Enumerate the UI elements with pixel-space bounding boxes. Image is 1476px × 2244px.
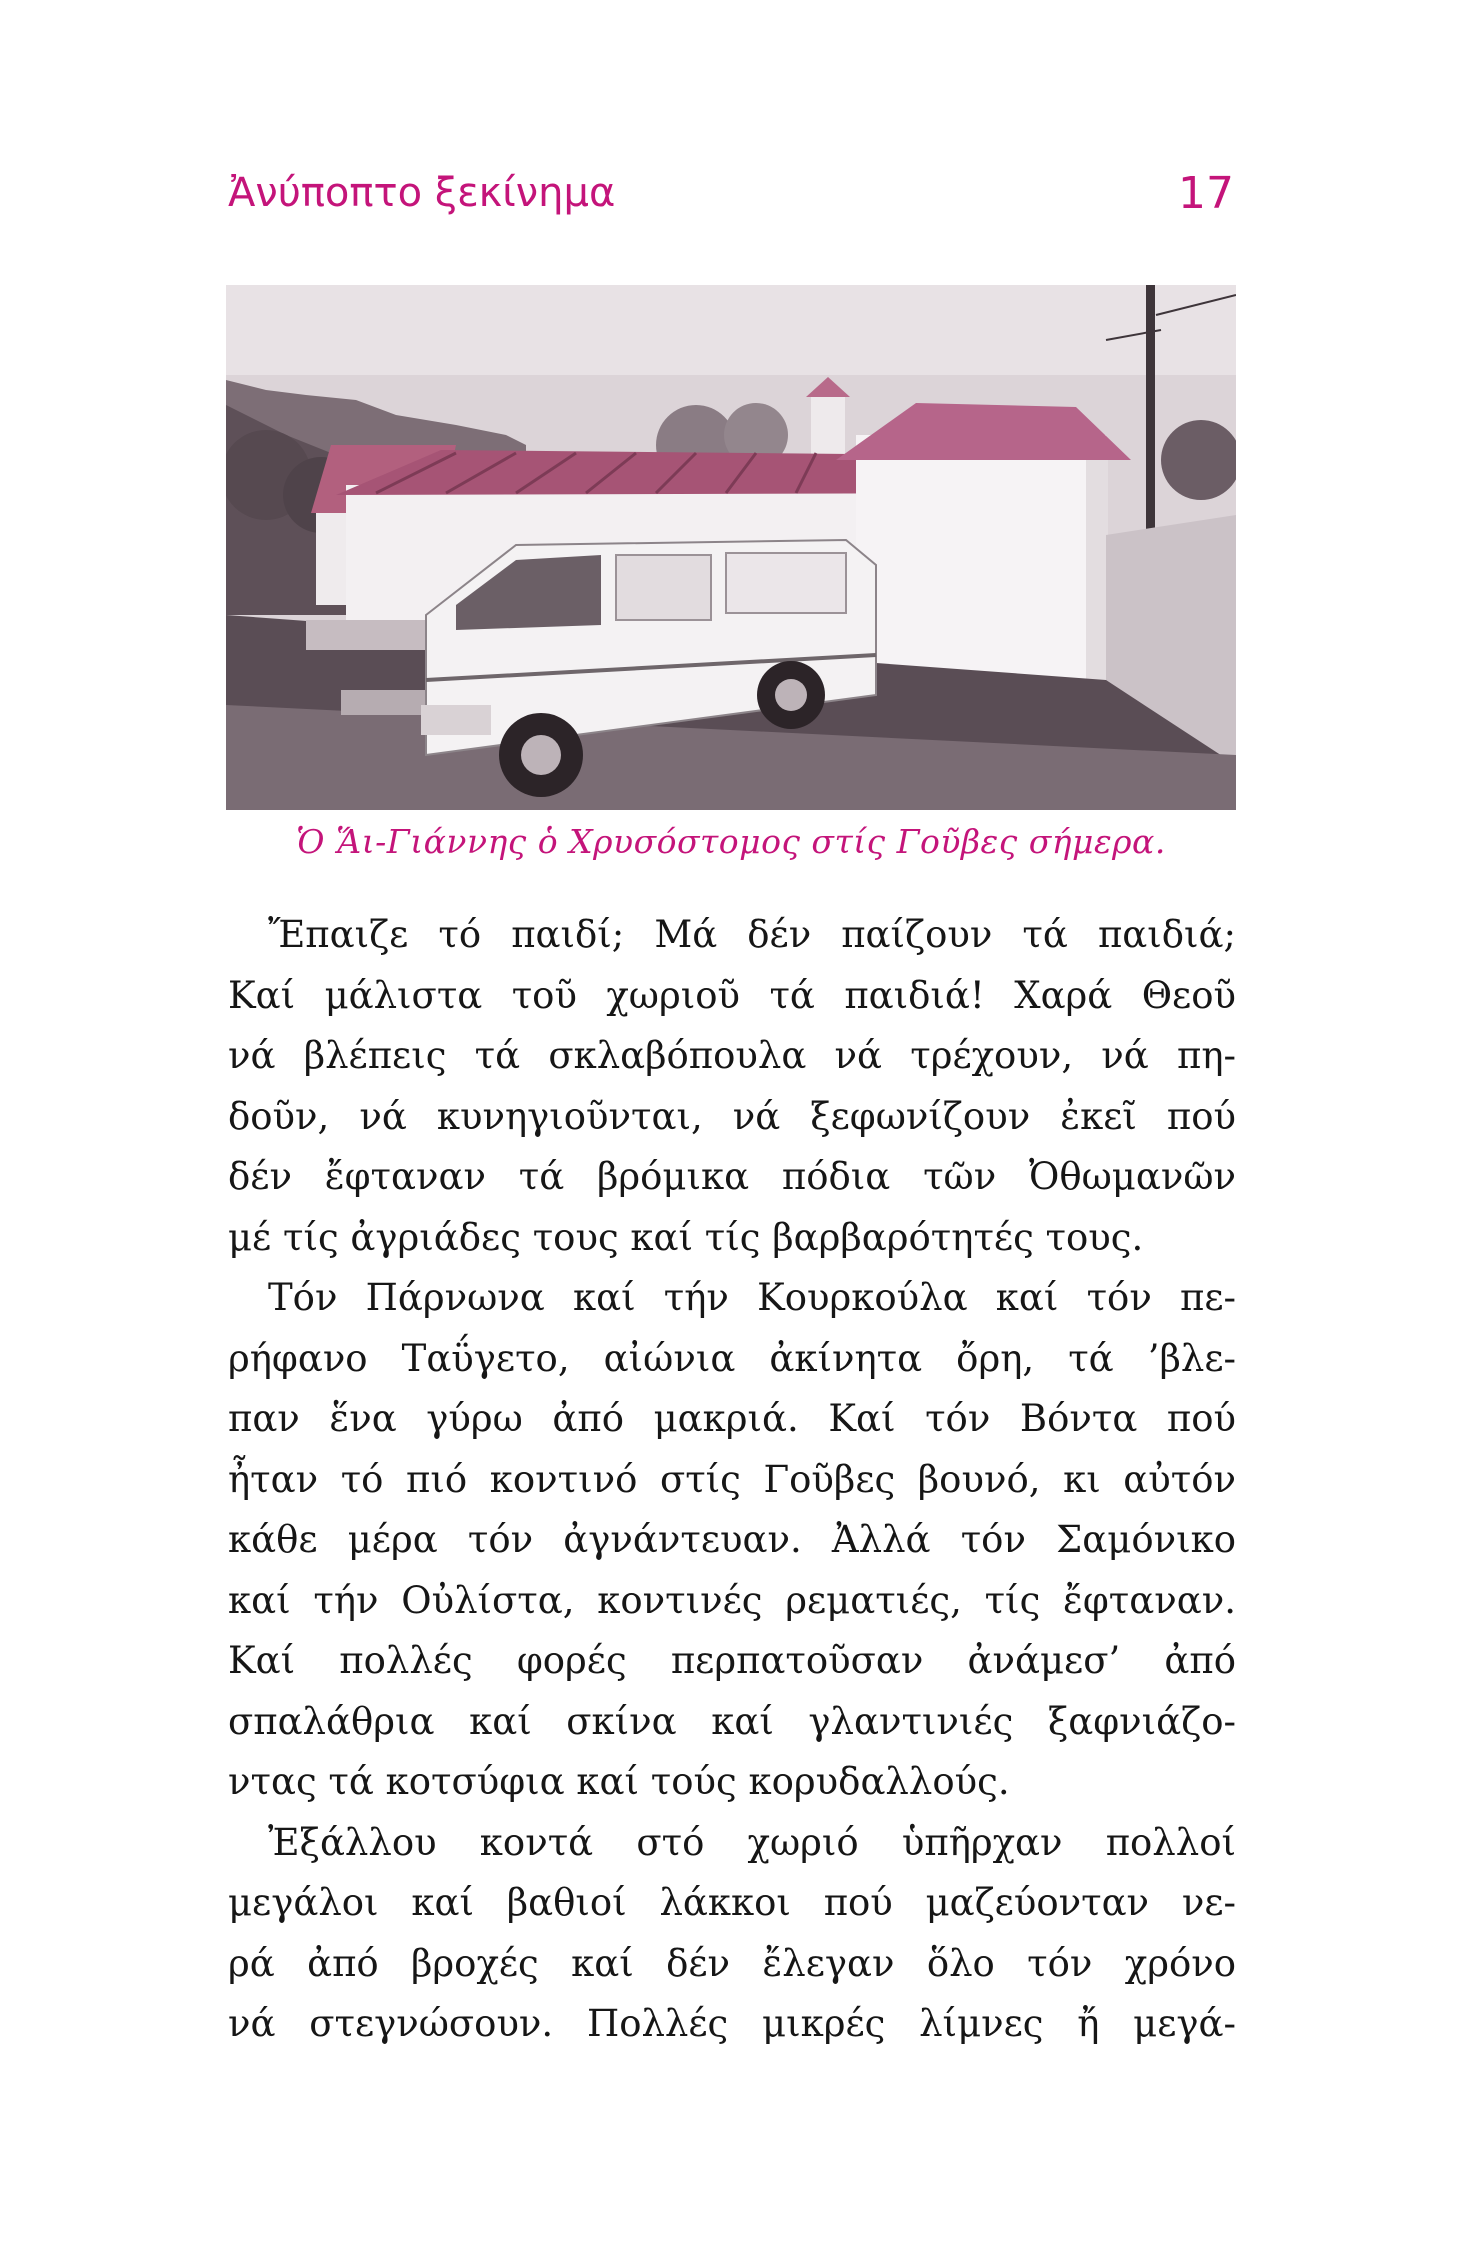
text-line: ρά ἀπό βροχές καί δέν ἔλεγαν ὅλο τόν χρόνο xyxy=(228,1941,1236,1985)
text-line: καί τήν Οὐλίστα, κοντινές ρεματιές, τίς ἔφταναν. xyxy=(228,1578,1236,1622)
text-line: μεγάλοι καί βαθιοί λάκκοι πού μαζεύονταν νε- xyxy=(228,1881,1236,1924)
text-line: ντας τά κοτσύφια καί τούς κορυδαλλούς. xyxy=(228,1760,1010,1803)
text-line: σπαλάθρια καί σκίνα καί γλαντινιές ξαφνιάζο- xyxy=(228,1699,1236,1743)
page-number: 17 xyxy=(1178,168,1234,219)
text-line: νά βλέπεις τά σκλαβόπουλα νά τρέχουν, νά πη- xyxy=(228,1034,1236,1077)
text-line: μέ τίς ἀγριάδες τους καί τίς βαρβαρότητές τους. xyxy=(228,1215,1144,1259)
text-line: νά στεγνώσουν. Πολλές μικρές λίμνες ἤ μεγά- xyxy=(228,2002,1236,2045)
text-line: Καί πολλές φορές περπατοῦσαν ἀνάμεσ’ ἀπό xyxy=(228,1639,1236,1682)
text-line: Ἔπαιζε τό παιδί; Μά δέν παίζουν τά παιδιά; xyxy=(268,913,1236,956)
text-line: ρήφανο Ταΰγετο, αἰώνια ἀκίνητα ὄρη, τά ’βλε- xyxy=(228,1336,1236,1380)
text-line: Τόν Πάρνωνα καί τήν Κουρκούλα καί τόν πε- xyxy=(268,1276,1236,1319)
text-line: ἦταν τό πιό κοντινό στίς Γοῦβες βουνό, κι αὐτόν xyxy=(228,1457,1236,1501)
text-line: Καί μάλιστα τοῦ χωριοῦ τά παιδιά! Χαρά Θεοῦ xyxy=(228,973,1236,1017)
text-line: δέν ἔφταναν τά βρόμικα πόδια τῶν Ὀθωμανῶν xyxy=(228,1155,1236,1198)
text-line: δοῦν, νά κυνηγιοῦνται, νά ξεφωνίζουν ἐκεῖ πού xyxy=(228,1094,1236,1138)
photo-caption: Ὁ Ἅι-Γιάννης ὁ Χρυσόστομος στίς Γοῦβες σήμερα. xyxy=(296,822,1166,861)
text-line: παν ἕνα γύρω ἀπό μακριά. Καί τόν Βόντα πού xyxy=(228,1397,1236,1440)
body-text xyxy=(228,905,1236,2055)
running-title: Ἀνύποπτο ξεκίνημα xyxy=(228,170,616,216)
text-line: κάθε μέρα τόν ἀγνάντευαν. Ἀλλά τόν Σαμόνικο xyxy=(228,1518,1236,1561)
text-line: Ἐξάλλου κοντά στό χωριό ὑπῆρχαν πολλοί xyxy=(268,1820,1236,1864)
church-photo xyxy=(226,285,1236,810)
